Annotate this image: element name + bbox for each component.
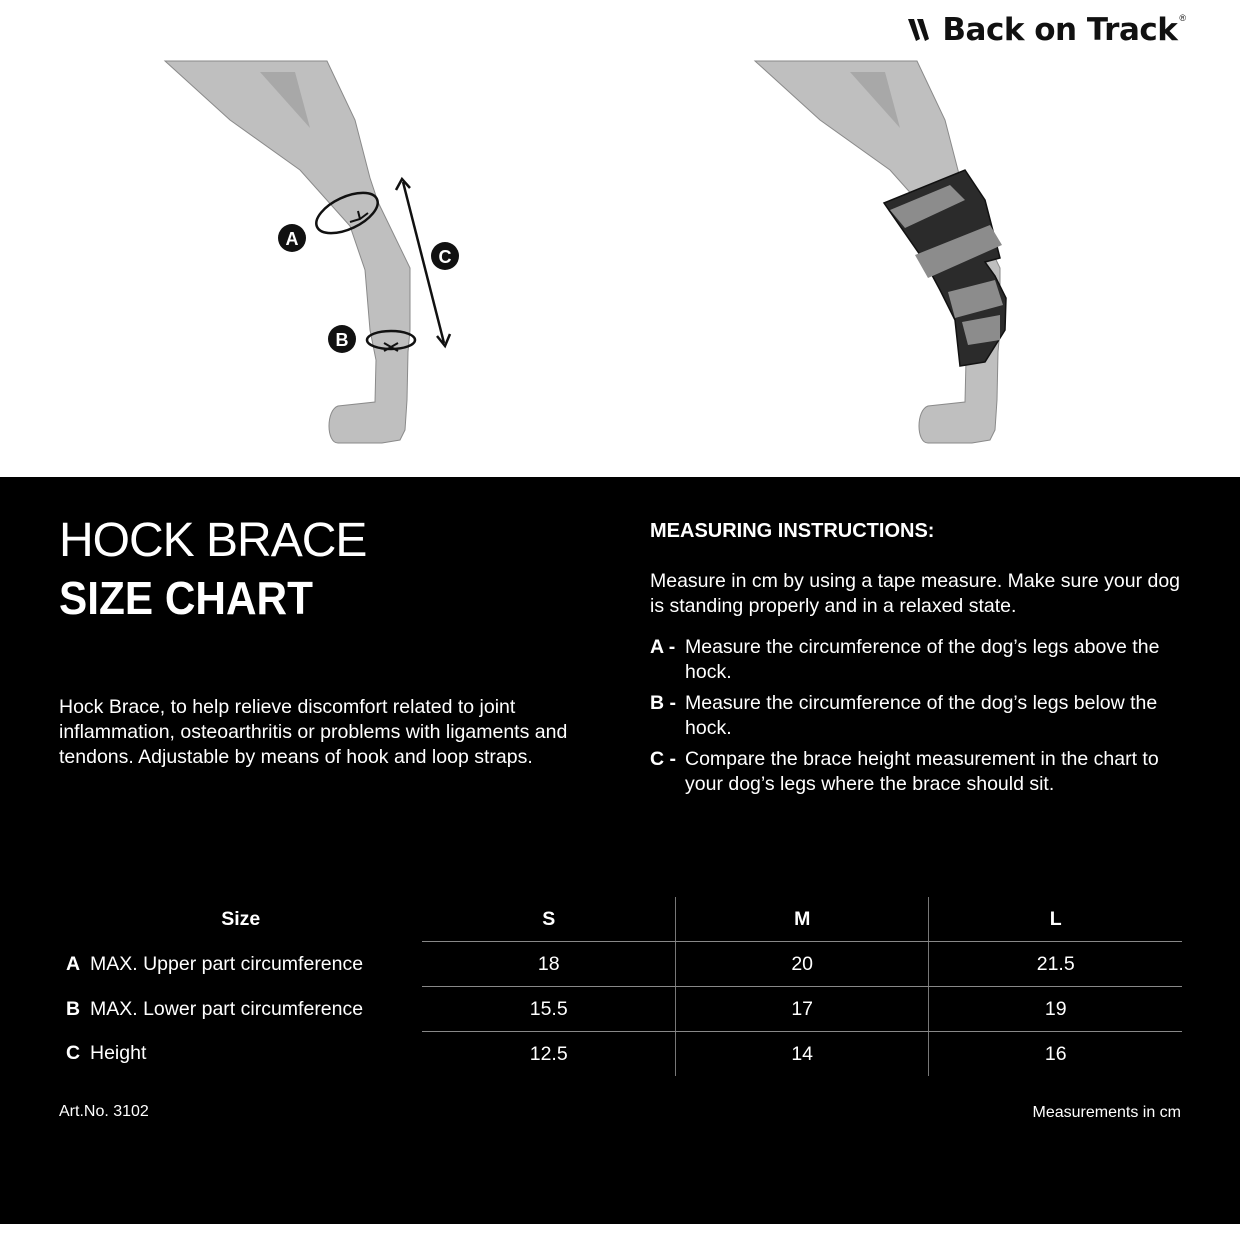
table-cell: 21.5	[929, 942, 1182, 987]
table-cell: 17	[675, 987, 928, 1032]
size-col-m: M	[675, 897, 928, 942]
size-chart-title: SIZE CHART	[59, 572, 313, 624]
size-col-s: S	[422, 897, 675, 942]
product-description: Hock Brace, to help relieve discomfort related to joint inflammation, osteoarthritis or problems with ligaments and tendons. Adjustable by means of hook and loop straps.	[59, 696, 568, 768]
instructions-list	[650, 635, 1190, 803]
instruction-letter: B -	[650, 692, 676, 714]
instruction-text: Measure the circumference of the dog’s legs above the hock.	[685, 636, 1160, 683]
instruction-text: Measure the circumference of the dog’s legs below the hock.	[685, 692, 1158, 739]
leg-illustrations	[0, 0, 1240, 477]
row-label	[59, 987, 422, 1032]
table-cell: 14	[675, 1032, 928, 1077]
row-label-text: MAX. Upper part circumference	[90, 952, 364, 975]
info-panel	[0, 477, 1240, 1224]
braced-leg	[755, 61, 1006, 443]
instruction-letter: C -	[650, 748, 676, 770]
size-header: Size	[221, 907, 261, 930]
table-cell: 18	[422, 942, 675, 987]
table-header-row	[59, 897, 1182, 942]
instruction-item	[650, 691, 1190, 741]
brand-name: Back on Track	[942, 12, 1178, 48]
table-row	[59, 987, 1182, 1032]
row-label-text: Height	[90, 1042, 147, 1065]
row-letter: C	[66, 1042, 81, 1065]
label-a: A	[285, 229, 299, 249]
row-label	[59, 1032, 422, 1077]
table-cell: 12.5	[529, 1042, 568, 1065]
instruction-item	[650, 747, 1190, 797]
size-table	[59, 897, 1182, 1076]
table-cell: 16	[929, 1032, 1182, 1077]
instruction-text: Compare the brace height measurement in the chart to your dog’s legs where the brace should sit.	[685, 748, 1159, 795]
instructions-heading: MEASURING INSTRUCTIONS:	[650, 520, 935, 542]
product-title: HOCK BRACE	[59, 514, 367, 567]
row-label	[59, 942, 422, 987]
row-letter: A	[66, 952, 81, 975]
row-label-text: MAX. Lower part circumference	[90, 997, 364, 1020]
row-letter: B	[66, 997, 81, 1020]
leg-shape	[165, 61, 410, 443]
units-note: Measurements in cm	[1032, 1104, 1181, 1121]
table-row	[59, 942, 1182, 987]
instruction-item	[650, 635, 1190, 685]
label-c: C	[438, 247, 452, 267]
table-cell: 15.5	[422, 987, 675, 1032]
size-col-l: L	[929, 897, 1182, 942]
measurement-leg	[165, 61, 459, 443]
table-row	[59, 1032, 1182, 1077]
instructions-intro: Measure in cm by using a tape measure. Make sure your dog is standing properly and in a relaxed state.	[650, 570, 1181, 617]
table-cell: 20	[675, 942, 928, 987]
instruction-letter: A -	[650, 636, 676, 658]
label-b: B	[335, 330, 349, 350]
article-number: Art.No. 3102	[59, 1103, 149, 1120]
table-cell: 19	[929, 987, 1182, 1032]
brand-reg-mark: ®	[1179, 13, 1186, 23]
